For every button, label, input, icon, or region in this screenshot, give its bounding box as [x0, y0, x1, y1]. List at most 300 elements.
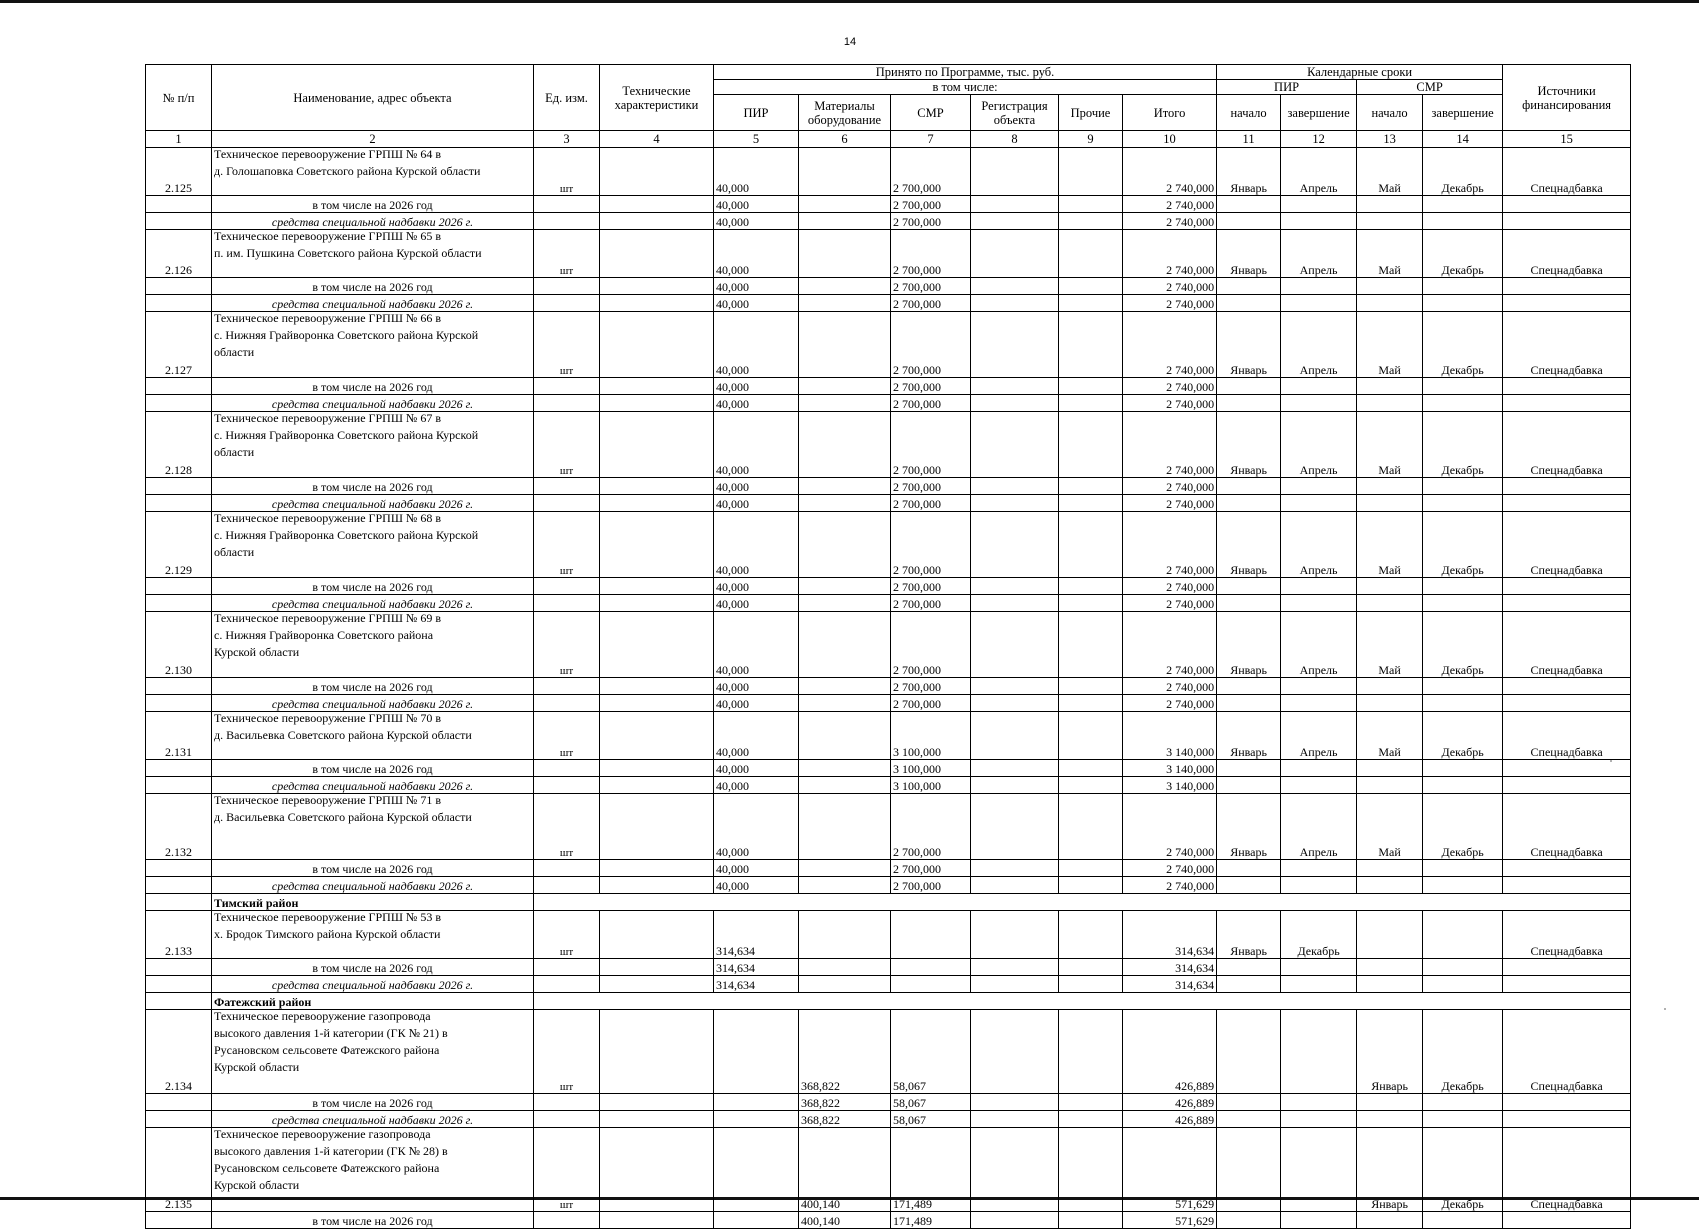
registration-value — [971, 976, 1059, 993]
materials-value — [799, 760, 891, 777]
pir-end-month — [1281, 196, 1357, 213]
tech-cell — [600, 595, 714, 612]
pir-start-month — [1217, 213, 1281, 230]
total-value: 2 740,000 — [1123, 213, 1217, 230]
unit-cell — [534, 1111, 600, 1128]
smr-end-month — [1423, 1212, 1503, 1229]
header-total: Итого — [1123, 95, 1217, 131]
smr-start-month: Май — [1357, 230, 1423, 278]
column-number: 2 — [212, 131, 534, 148]
column-number: 8 — [971, 131, 1059, 148]
subtotal-year-row — [146, 1212, 1631, 1229]
tech-cell — [600, 976, 714, 993]
pir-end-month — [1281, 860, 1357, 877]
object-name-line: Техническое перевооружение газопровода — [214, 1009, 431, 1023]
pir-start-month — [1217, 478, 1281, 495]
materials-value: 368,822 — [799, 1010, 891, 1094]
smr-start-month — [1357, 213, 1423, 230]
registration-value — [971, 1128, 1059, 1212]
subtotal-label: средства специальной надбавки 2026 г. — [212, 213, 534, 230]
subtotal-number — [146, 1094, 212, 1111]
registration-value — [971, 959, 1059, 976]
tech-cell — [600, 312, 714, 378]
column-number: 1 — [146, 131, 212, 148]
unit-cell — [534, 959, 600, 976]
object-number: 2.129 — [146, 512, 212, 578]
other-value — [1059, 712, 1123, 760]
object-name-line — [214, 828, 531, 845]
tech-cell — [600, 495, 714, 512]
subtotal-number — [146, 695, 212, 712]
tech-cell — [600, 412, 714, 478]
subtotal-number — [146, 595, 212, 612]
header-pir-start: начало — [1217, 95, 1281, 131]
object-name-line: Техническое перевооружение ГРПШ № 68 в — [214, 511, 442, 525]
pir-value: 40,000 — [714, 278, 799, 295]
materials-value — [799, 213, 891, 230]
subtotal-fund-row — [146, 695, 1631, 712]
funding-source: Спецнадбавка — [1503, 712, 1631, 760]
pir-start-month — [1217, 959, 1281, 976]
pir-value: 40,000 — [714, 148, 799, 196]
subtotal-fund-row — [146, 595, 1631, 612]
smr-value: 2 700,000 — [891, 860, 971, 877]
smr-value: 2 700,000 — [891, 612, 971, 678]
object-name-line: области — [214, 545, 255, 559]
smr-start-month — [1357, 1212, 1423, 1229]
object-name-line: Техническое перевооружение газопровода — [214, 1127, 431, 1141]
pir-value: 40,000 — [714, 595, 799, 612]
tech-cell — [600, 760, 714, 777]
tech-cell — [600, 777, 714, 794]
pir-end-month: Апрель — [1281, 712, 1357, 760]
subtotal-number — [146, 1111, 212, 1128]
object-row — [146, 1010, 1631, 1094]
unit-cell — [534, 976, 600, 993]
header-calendar-group: Календарные сроки — [1217, 65, 1503, 80]
object-name — [212, 512, 534, 578]
smr-end-month: Декабрь — [1423, 412, 1503, 478]
header-cal-pir: ПИР — [1217, 80, 1357, 95]
pir-value: 40,000 — [714, 378, 799, 395]
header-including: в том числе: — [714, 80, 1217, 95]
registration-value — [971, 213, 1059, 230]
tech-cell — [600, 512, 714, 578]
materials-value — [799, 412, 891, 478]
object-name-line: п. им. Пушкина Советского района Курской области — [214, 246, 482, 260]
subtotal-fund-row — [146, 777, 1631, 794]
tech-cell — [600, 230, 714, 278]
object-row — [146, 412, 1631, 478]
object-name-line: с. Нижняя Грайворонка Советского района Курской — [214, 528, 479, 542]
funding-source: Спецнадбавка — [1503, 1010, 1631, 1094]
other-value — [1059, 478, 1123, 495]
pir-value: 40,000 — [714, 712, 799, 760]
district-name: Тимский район — [212, 894, 534, 911]
pir-end-month — [1281, 1128, 1357, 1212]
unit-cell: шт — [534, 1128, 600, 1212]
smr-start-month — [1357, 278, 1423, 295]
object-number: 2.133 — [146, 911, 212, 959]
smr-start-month: Май — [1357, 794, 1423, 860]
smr-value: 2 700,000 — [891, 478, 971, 495]
header-materials: Материалы оборудование — [799, 95, 891, 131]
smr-value: 2 700,000 — [891, 378, 971, 395]
subtotal-year-row — [146, 378, 1631, 395]
total-value: 2 740,000 — [1123, 794, 1217, 860]
subtotal-number — [146, 976, 212, 993]
registration-value — [971, 712, 1059, 760]
smr-end-month: Декабрь — [1423, 794, 1503, 860]
pir-start-month — [1217, 1212, 1281, 1229]
subtotal-number — [146, 495, 212, 512]
funding-source — [1503, 295, 1631, 312]
header-smr-end: завершение — [1423, 95, 1503, 131]
smr-start-month — [1357, 1094, 1423, 1111]
object-name-line: х. Бродок Тимского района Курской области — [214, 927, 441, 941]
smr-value: 3 100,000 — [891, 712, 971, 760]
smr-end-month — [1423, 976, 1503, 993]
pir-value: 40,000 — [714, 760, 799, 777]
pir-value — [714, 1010, 799, 1094]
subtotal-year-row — [146, 1094, 1631, 1111]
funding-source — [1503, 478, 1631, 495]
pir-value: 40,000 — [714, 695, 799, 712]
total-value: 2 740,000 — [1123, 278, 1217, 295]
subtotal-label: средства специальной надбавки 2026 г. — [212, 395, 534, 412]
total-value: 2 740,000 — [1123, 612, 1217, 678]
object-name-line: области — [214, 345, 255, 359]
pir-value: 40,000 — [714, 495, 799, 512]
smr-value: 2 700,000 — [891, 278, 971, 295]
pir-value: 40,000 — [714, 230, 799, 278]
column-number: 9 — [1059, 131, 1123, 148]
subtotal-label: средства специальной надбавки 2026 г. — [212, 877, 534, 894]
registration-value — [971, 196, 1059, 213]
subtotal-number — [146, 213, 212, 230]
funding-source — [1503, 860, 1631, 877]
subtotal-year-row — [146, 959, 1631, 976]
funding-source — [1503, 1111, 1631, 1128]
smr-start-month — [1357, 378, 1423, 395]
pir-value: 40,000 — [714, 478, 799, 495]
smr-end-month — [1423, 777, 1503, 794]
subtotal-number — [146, 959, 212, 976]
smr-start-month — [1357, 478, 1423, 495]
tech-cell — [600, 295, 714, 312]
materials-value — [799, 877, 891, 894]
materials-value: 368,822 — [799, 1094, 891, 1111]
registration-value — [971, 295, 1059, 312]
smr-value: 2 700,000 — [891, 196, 971, 213]
smr-value: 2 700,000 — [891, 148, 971, 196]
pir-end-month — [1281, 1111, 1357, 1128]
tech-cell — [600, 794, 714, 860]
subtotal-number — [146, 478, 212, 495]
subtotal-year-row — [146, 760, 1631, 777]
header-other: Прочие — [1059, 95, 1123, 131]
total-value: 2 740,000 — [1123, 378, 1217, 395]
subtotal-label: в том числе на 2026 год — [212, 1212, 534, 1229]
smr-end-month — [1423, 860, 1503, 877]
pir-value: 40,000 — [714, 395, 799, 412]
registration-value — [971, 395, 1059, 412]
smr-value: 58,067 — [891, 1111, 971, 1128]
table-header — [146, 65, 1631, 148]
object-row — [146, 312, 1631, 378]
object-name-line: Курской области — [214, 645, 300, 659]
subtotal-fund-row — [146, 877, 1631, 894]
column-number: 5 — [714, 131, 799, 148]
object-row — [146, 230, 1631, 278]
materials-value — [799, 595, 891, 612]
pir-start-month — [1217, 196, 1281, 213]
smr-value: 2 700,000 — [891, 877, 971, 894]
smr-end-month — [1423, 295, 1503, 312]
header-no: № п/п — [146, 65, 212, 131]
column-number: 15 — [1503, 131, 1631, 148]
tech-cell — [600, 1212, 714, 1229]
total-value: 2 740,000 — [1123, 196, 1217, 213]
object-number: 2.135 — [146, 1128, 212, 1212]
total-value: 2 740,000 — [1123, 860, 1217, 877]
materials-value — [799, 612, 891, 678]
tech-cell — [600, 148, 714, 196]
smr-start-month: Январь — [1357, 1010, 1423, 1094]
pir-start-month — [1217, 877, 1281, 894]
materials-value — [799, 860, 891, 877]
pir-start-month — [1217, 495, 1281, 512]
registration-value — [971, 378, 1059, 395]
smr-end-month — [1423, 595, 1503, 612]
other-value — [1059, 695, 1123, 712]
pir-end-month — [1281, 976, 1357, 993]
tech-cell — [600, 695, 714, 712]
unit-cell — [534, 395, 600, 412]
total-value: 2 740,000 — [1123, 512, 1217, 578]
object-number: 2.125 — [146, 148, 212, 196]
subtotal-fund-row — [146, 395, 1631, 412]
smr-end-month: Декабрь — [1423, 512, 1503, 578]
pir-start-month — [1217, 578, 1281, 595]
unit-cell — [534, 877, 600, 894]
pir-start-month — [1217, 860, 1281, 877]
tech-cell — [600, 911, 714, 959]
pir-value — [714, 1094, 799, 1111]
total-value: 2 740,000 — [1123, 478, 1217, 495]
funding-source: Спецнадбавка — [1503, 148, 1631, 196]
smr-start-month — [1357, 595, 1423, 612]
district-span — [534, 993, 1631, 1010]
unit-cell — [534, 695, 600, 712]
registration-value — [971, 760, 1059, 777]
header-unit: Ед. изм. — [534, 65, 600, 131]
pir-start-month — [1217, 695, 1281, 712]
other-value — [1059, 1128, 1123, 1212]
funding-source — [1503, 395, 1631, 412]
registration-value — [971, 678, 1059, 695]
funding-source — [1503, 578, 1631, 595]
funding-source: Спецнадбавка — [1503, 612, 1631, 678]
registration-value — [971, 148, 1059, 196]
funding-source — [1503, 1094, 1631, 1111]
smr-value: 2 700,000 — [891, 512, 971, 578]
unit-cell — [534, 378, 600, 395]
smr-value: 2 700,000 — [891, 695, 971, 712]
other-value — [1059, 760, 1123, 777]
unit-cell — [534, 1094, 600, 1111]
smr-value: 2 700,000 — [891, 578, 971, 595]
district-row — [146, 993, 1631, 1010]
funding-source — [1503, 877, 1631, 894]
registration-value — [971, 512, 1059, 578]
smr-start-month: Май — [1357, 712, 1423, 760]
materials-value — [799, 478, 891, 495]
other-value — [1059, 312, 1123, 378]
district-name: Фатежский район — [212, 993, 534, 1010]
materials-value: 400,140 — [799, 1212, 891, 1229]
pir-start-month: Январь — [1217, 148, 1281, 196]
materials-value — [799, 695, 891, 712]
column-number: 3 — [534, 131, 600, 148]
pir-start-month — [1217, 1128, 1281, 1212]
unit-cell: шт — [534, 911, 600, 959]
pir-value: 40,000 — [714, 777, 799, 794]
pir-start-month — [1217, 295, 1281, 312]
registration-value — [971, 1094, 1059, 1111]
smr-start-month — [1357, 196, 1423, 213]
subtotal-year-row — [146, 278, 1631, 295]
pir-value: 40,000 — [714, 295, 799, 312]
pir-start-month — [1217, 760, 1281, 777]
registration-value — [971, 777, 1059, 794]
registration-value — [971, 230, 1059, 278]
subtotal-label: в том числе на 2026 год — [212, 578, 534, 595]
object-name-line: высокого давления 1-й категории (ГК № 21) в — [214, 1026, 448, 1040]
pir-start-month: Январь — [1217, 612, 1281, 678]
object-name — [212, 148, 534, 196]
total-value: 2 740,000 — [1123, 295, 1217, 312]
total-value: 571,629 — [1123, 1212, 1217, 1229]
other-value — [1059, 976, 1123, 993]
object-name-line: Техническое перевооружение ГРПШ № 64 в — [214, 147, 442, 161]
object-row — [146, 794, 1631, 860]
smr-start-month — [1357, 860, 1423, 877]
subtotal-year-row — [146, 678, 1631, 695]
district-number — [146, 993, 212, 1010]
funding-source: Спецнадбавка — [1503, 911, 1631, 959]
unit-cell — [534, 678, 600, 695]
district-number — [146, 894, 212, 911]
header-pir: ПИР — [714, 95, 799, 131]
pir-value: 40,000 — [714, 512, 799, 578]
object-row — [146, 512, 1631, 578]
object-row — [146, 612, 1631, 678]
pir-start-month — [1217, 1111, 1281, 1128]
smr-start-month — [1357, 495, 1423, 512]
pir-start-month — [1217, 278, 1281, 295]
object-number: 2.127 — [146, 312, 212, 378]
pir-start-month — [1217, 595, 1281, 612]
smr-value: 171,489 — [891, 1212, 971, 1229]
smr-end-month: Декабрь — [1423, 148, 1503, 196]
tech-cell — [600, 213, 714, 230]
unit-cell — [534, 278, 600, 295]
total-value: 2 740,000 — [1123, 595, 1217, 612]
pir-end-month — [1281, 695, 1357, 712]
other-value — [1059, 911, 1123, 959]
object-row — [146, 911, 1631, 959]
materials-value — [799, 911, 891, 959]
materials-value — [799, 678, 891, 695]
subtotal-label: средства специальной надбавки 2026 г. — [212, 695, 534, 712]
funding-source — [1503, 976, 1631, 993]
subtotal-number — [146, 877, 212, 894]
pir-end-month: Апрель — [1281, 230, 1357, 278]
pir-end-month — [1281, 478, 1357, 495]
pir-value: 40,000 — [714, 612, 799, 678]
pir-end-month — [1281, 378, 1357, 395]
smr-end-month: Декабрь — [1423, 1010, 1503, 1094]
object-name-line: Техническое перевооружение ГРПШ № 69 в — [214, 611, 442, 625]
registration-value — [971, 911, 1059, 959]
object-name-line: Русановском сельсовете Фатежского района — [214, 1161, 440, 1175]
pir-end-month: Апрель — [1281, 148, 1357, 196]
column-number: 7 — [891, 131, 971, 148]
smr-start-month — [1357, 877, 1423, 894]
total-value: 426,889 — [1123, 1094, 1217, 1111]
object-name-line: области — [214, 445, 255, 459]
subtotal-label: в том числе на 2026 год — [212, 278, 534, 295]
object-number: 2.132 — [146, 794, 212, 860]
total-value: 2 740,000 — [1123, 412, 1217, 478]
subtotal-label: в том числе на 2026 год — [212, 196, 534, 213]
object-row — [146, 712, 1631, 760]
pir-end-month — [1281, 213, 1357, 230]
other-value — [1059, 196, 1123, 213]
unit-cell: шт — [534, 412, 600, 478]
other-value — [1059, 1111, 1123, 1128]
total-value: 3 140,000 — [1123, 760, 1217, 777]
funding-source: Спецнадбавка — [1503, 512, 1631, 578]
smr-start-month: Май — [1357, 148, 1423, 196]
materials-value — [799, 777, 891, 794]
pir-end-month: Апрель — [1281, 794, 1357, 860]
pir-end-month — [1281, 1010, 1357, 1094]
smr-start-month — [1357, 678, 1423, 695]
smr-value — [891, 911, 971, 959]
pir-end-month — [1281, 678, 1357, 695]
total-value: 2 740,000 — [1123, 695, 1217, 712]
smr-end-month: Декабрь — [1423, 712, 1503, 760]
smr-end-month: Декабрь — [1423, 612, 1503, 678]
funding-source — [1503, 378, 1631, 395]
registration-value — [971, 478, 1059, 495]
subtotal-label: в том числе на 2026 год — [212, 678, 534, 695]
object-name-line: Курской области — [214, 1060, 300, 1074]
other-value — [1059, 1010, 1123, 1094]
smr-end-month — [1423, 695, 1503, 712]
object-name — [212, 1128, 534, 1212]
tech-cell — [600, 478, 714, 495]
smr-value: 58,067 — [891, 1094, 971, 1111]
column-number: 14 — [1423, 131, 1503, 148]
pir-start-month: Январь — [1217, 911, 1281, 959]
materials-value — [799, 312, 891, 378]
subtotal-year-row — [146, 578, 1631, 595]
funding-source — [1503, 213, 1631, 230]
smr-value — [891, 959, 971, 976]
